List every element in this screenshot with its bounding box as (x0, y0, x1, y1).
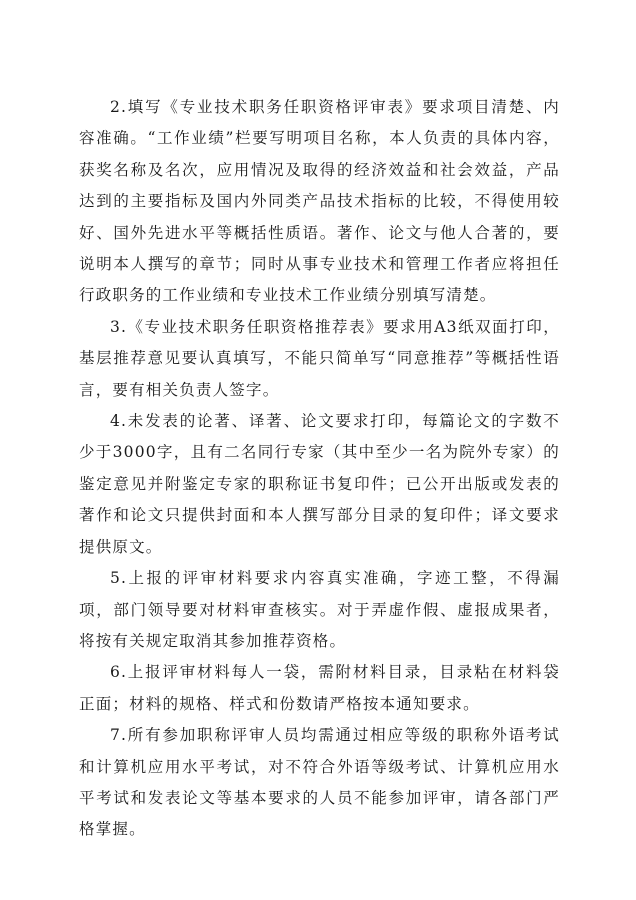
paragraph-item-2: 2.填写《专业技术职务任职资格评审表》要求项目清楚、内容准确。“工作业绩”栏要写明项目名称，本人负责的具体内容，获奖名称及名次，应用情况及取得的经济效益和社会效益，产品达到的主要指标及国内外同类产品技术指标的比较，不得使用较好、国外先进水平等概括性质语。著作、论文与他人合著的，要说明本人撰写的章节；同时从事专业技术和管理工作者应将担任行政职务的工作业绩和专业技术工作业绩分别填写清楚。 (79, 98, 560, 305)
paragraph-item-6: 6.上报评审材料每人一袋，需附材料目录，目录粘在材料袋正面；材料的规格、样式和份数请严格按本通知要求。 (79, 663, 560, 713)
paragraph-item-4: 4.未发表的论著、译著、论文要求打印，每篇论文的字数不少于3000字，且有二名同行专家（其中至少一名为院外专家）的鉴定意见并附鉴定专家的职称证书复印件；已公开出版或发表的著作和论文只提供封面和本人撰写部分目录的复印件；译文要求提供原文。 (79, 412, 560, 556)
document-body (79, 92, 560, 846)
paragraph-item-7: 7.所有参加职称评审人员均需通过相应等级的职称外语考试和计算机应用水平考试，对不符合外语等级考试、计算机应用水平考试和发表论文等基本要求的人员不能参加评审，请各部门严格掌握。 (79, 726, 560, 839)
paragraph-item-3: 3.《专业技术职务任职资格推荐表》要求用A3纸双面打印，基层推荐意见要认真填写，不能只简单写“同意推荐”等概括性语言，要有相关负责人签字。 (79, 317, 560, 399)
paragraph-item-5: 5.上报的评审材料要求内容真实准确，字迹工整，不得漏项，部门领导要对材料审查核实。对于弄虚作假、虚报成果者，将按有关规定取消其参加推荐资格。 (79, 569, 560, 650)
